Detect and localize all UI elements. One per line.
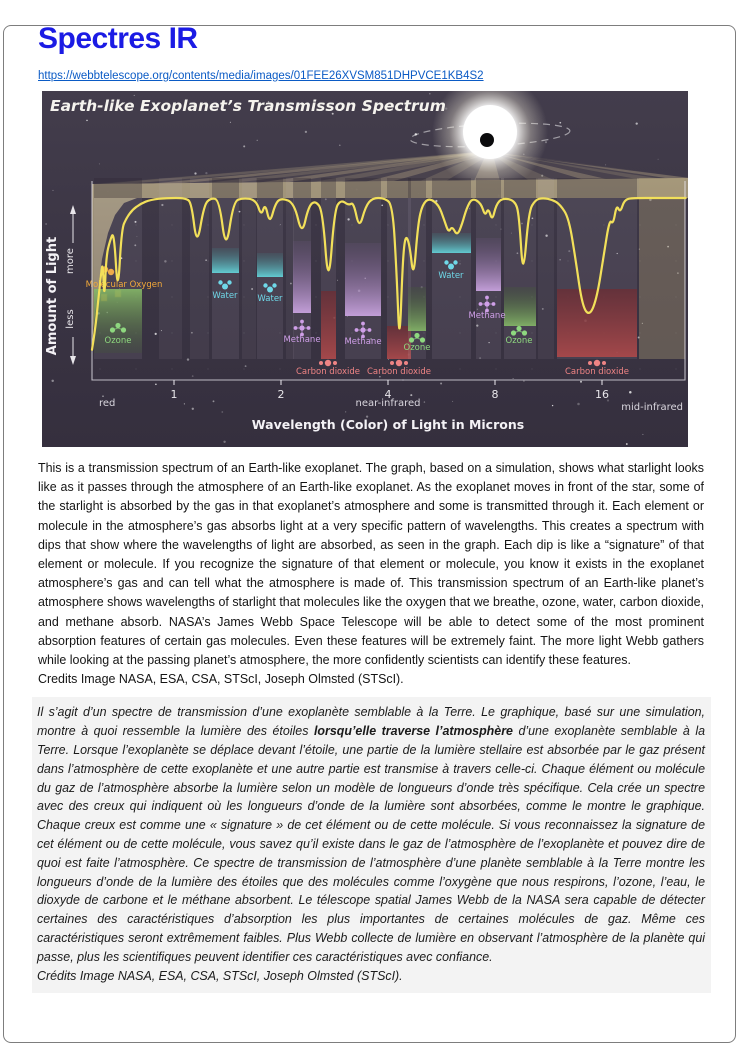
spectrum-figure (42, 91, 688, 447)
molecule-label: Carbon dioxide (295, 367, 361, 377)
figure-title: Earth-like Exoplanet’s Transmisson Spectrum (50, 97, 446, 115)
french-paragraph (32, 697, 711, 993)
molecule-label: Carbon dioxide (564, 367, 630, 377)
x-region-label-near-infrared: near-infrared (355, 398, 421, 409)
right-curtain-column (639, 178, 685, 359)
band-gradient (476, 238, 501, 291)
x-region-label-mid-infrared: mid-infrared (621, 402, 683, 413)
band-gradient (293, 241, 311, 313)
band-gradient (257, 253, 283, 277)
molecule-label: Methane (468, 311, 506, 321)
absorption-band (257, 178, 283, 359)
english-body: This is a transmission spectrum of an Earth-like exoplanet. The graph, based on a simulation, shows what starlight looks like as it passes through the atmosphere of an Earth-like exoplanet. As the exoplanet moves in front of the star, some of the starlight is absorbed by the gas in that exoplanet’s atmosphere and some is transmitted through it. Each element or molecule in the atmosphere’s gas absorbs light at a very specific pattern of wavelengths. This creates a spectrum with dips that show where the wavelengths of light are absorbed, as seen in the graph. Each dip is like a “signature” of that element or molecule. If you recognize the signature of that element or molecule, you know it exists in the exoplanet atmosphere’s gas and can tell what the atmosphere is made of. This transmission spectrum of an Earth-like planet’s atmosphere shows wavelengths of starlight that molecules like the oxygen that we breathe, ozone, water, carbon dioxide, and methane absorb. NASA’s James Webb Space Telescope will be able to detect some of the most prominent absorption features of certain gas molecules. Even these features will be extremely faint. The more light Webb gathers while looking at the passing planet’s atmosphere, the more confidently scientists can identify these features. (38, 461, 704, 668)
absorption-band (557, 178, 637, 366)
band-gradient (212, 248, 239, 273)
exoplanet-dot (480, 133, 494, 147)
french-body-2: d’une exoplanète semblable à la Terre. Lorsque l’exoplanète se déplace devant l’étoile, une partie de la lumière stellaire est absorbée par le gaz présent dans l’atmosphère de cette exoplanète et une autre partie est transmise à travers celle-ci. Chaque élément ou molécule du gaz de l’atmosphère absorbe la lumière selon un modèle de longueurs d’onde très spécifique. Cela crée un spectre avec des creux qui indiquent où les longueurs d’onde de la lumière sont absorbées, comme le montre le graphique. Chaque creux est comme une « signature » de cet élément ou de cette molécule. Si vous reconnaissez la signature de cet élément ou de cette molécule, vous savez qu’il existe dans le gaz de l’atmosphère de l’exoplanète et pouvez dire de quoi est faite l’atmosphère. Ce spectre de transmission de l’atmosphère d’une planète semblable à la Terre montre les longueurs d’onde de la lumière des étoiles que des molécules comme l’oxygène que nous respirons, l’ozone, l’eau, le dioxyde de carbone et le méthane absorbent. Le télescope spatial James Webb de la NASA sera capable de détecter certaines des caractéristiques d’absorption les plus importantes de certaines molécules de gaz. Même ces caractéristiques seront extrêmement faibles. Plus Webb collecte de lumière en observant l’atmosphère de la planète qui passe, plus les scientifiques peuvent identifier ces caractéristiques avec confiance. (37, 724, 706, 964)
molecule-label: Ozone (403, 343, 431, 353)
y-axis-title: Amount of Light (45, 236, 60, 356)
band-gradient (408, 287, 426, 331)
y-less-label: less (65, 309, 76, 329)
document-page (0, 22, 739, 993)
band-gradient (504, 287, 536, 326)
molecule-label: Carbon dioxide (366, 367, 432, 377)
x-tick-label: 8 (491, 388, 499, 401)
band-gradient (345, 243, 381, 316)
french-body-1: Il s’agit d’un spectre de transmission d’une exoplanète semblable à la Terre. Le graphique, basé sur une simulation, montre à quoi ressemble la lumière des étoiles (37, 705, 705, 739)
molecule-label: Methane (344, 337, 382, 347)
french-bold-phrase: lorsqu’elle traverse l’atmosphère (313, 724, 513, 739)
band-gradient (557, 289, 637, 357)
x-tick-label: 16 (595, 388, 609, 401)
molecule-label: Molecular Oxygen (85, 280, 163, 290)
source-link[interactable]: https://webbtelescope.org/contents/media/images/01FEE26XVSM851DHPVCE1KB4S2 (38, 70, 484, 82)
absorption-band (319, 178, 337, 366)
band-gradient (432, 233, 471, 253)
page-title: Spectres IR (38, 22, 198, 55)
x-axis-title: Wavelength (Color) of Light in Microns (251, 417, 525, 432)
molecule-label: Water (438, 271, 464, 281)
english-credits: Credits Image NASA, ESA, CSA, STScI, Joseph Olmsted (STScI). (38, 672, 404, 687)
transmission-spectrum-chart (42, 91, 688, 447)
molecule-label: Ozone (505, 336, 533, 346)
x-tick-label: 4 (384, 388, 392, 401)
molecule-label: Water (257, 294, 283, 304)
star (463, 105, 517, 159)
x-region-label-red: red (99, 398, 116, 409)
molecule-label: Methane (283, 335, 321, 345)
absorption-band (293, 178, 311, 359)
molecule-label: Ozone (104, 336, 132, 346)
english-paragraph (38, 459, 704, 689)
band-gradient (321, 291, 336, 359)
molecule-label: Water (212, 291, 238, 301)
x-tick-label: 1 (170, 388, 178, 401)
x-tick-label: 2 (277, 388, 285, 401)
french-credits: Crédits Image NASA, ESA, CSA, STScI, Joseph Olmsted (STScI). (37, 968, 403, 983)
y-more-label: more (65, 248, 76, 274)
